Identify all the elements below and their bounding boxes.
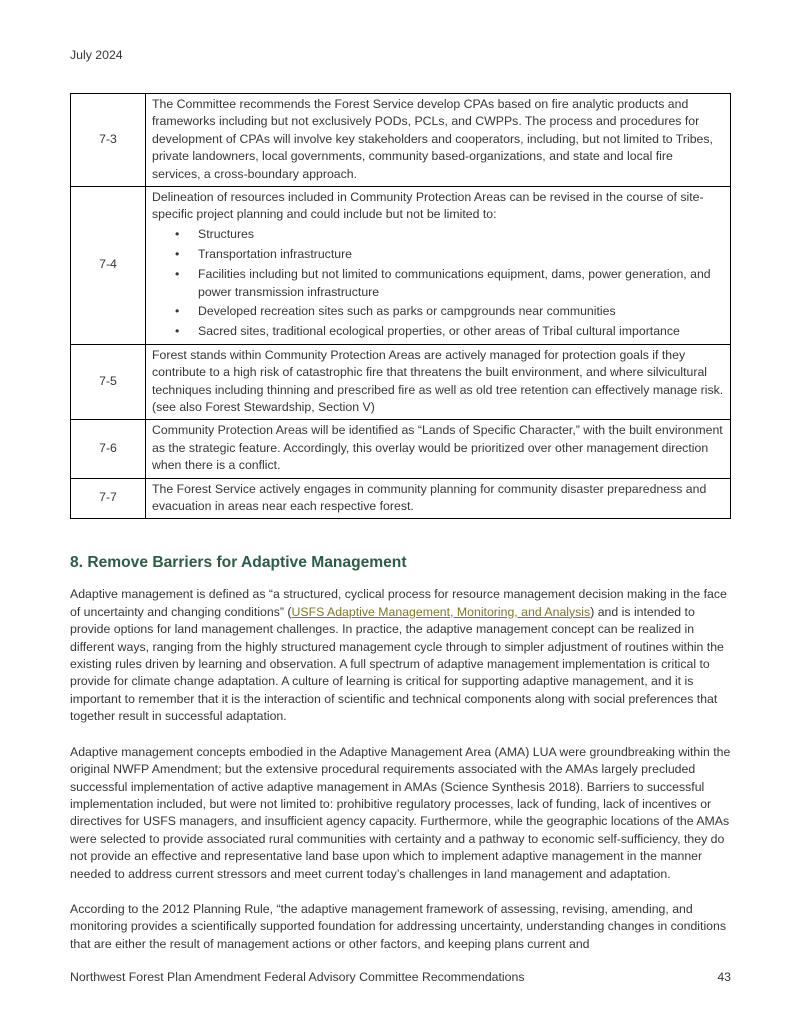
recommendation-id: 7-6 xyxy=(71,420,146,478)
page-content xyxy=(70,0,731,953)
footer-title: Northwest Forest Plan Amendment Federal Advisory Committee Recommendations xyxy=(70,970,525,984)
table-row xyxy=(71,420,731,478)
table-row xyxy=(71,478,731,519)
bullet-item: • Transportation infrastructure xyxy=(152,246,724,263)
table-row xyxy=(71,344,731,420)
bullet-item: • Structures xyxy=(152,226,724,243)
paragraph-planning-rule: According to the 2012 Planning Rule, “the adaptive management framework of assessing, revising, amending, and monitoring provides a scientifically supported foundation for addressing uncertainty, understanding changes in conditions that are either the result of management actions or other factors, and keeping plans current and xyxy=(70,901,727,951)
usfs-adaptive-management-link[interactable]: USFS Adaptive Management, Monitoring, and Analysis xyxy=(291,604,591,619)
table-row xyxy=(71,94,731,187)
paragraph-text: ) and is intended to provide options for land management challenges. In practice, the adaptive management concept can be realized in different ways, ranging from the highly structured management cycle through to simpler adjustment of routines within the existing rules driven by learning and observation. A full spectrum of adaptive management implementation is critical to provide for climate change adaptation. A culture of learning is critical for supporting adaptive management, and it is important to remember that it is the interaction of scientific and technical components along with social preferences that together result in successful adaptation. xyxy=(70,604,724,724)
recommendation-text: The Forest Service actively engages in community planning for community disaster preparedness and evacuation in areas near each respective forest. xyxy=(146,478,731,519)
bullet-list xyxy=(152,226,724,340)
page-footer xyxy=(70,970,731,985)
recommendation-id: 7-3 xyxy=(71,94,146,187)
paragraph-text: Adaptive management is defined as “a structured, cyclical process for resource management decision making in the face of uncertainty and changing conditions” ( xyxy=(70,587,727,619)
paragraph-adaptive-definition xyxy=(70,586,731,725)
recommendations-table xyxy=(70,93,731,519)
bullet-item: • Sacred sites, traditional ecological properties, or other areas of Tribal cultural importance xyxy=(152,323,724,340)
table-row xyxy=(71,187,731,345)
recommendation-text: Forest stands within Community Protection Areas are actively managed for protection goals if they contribute to a high risk of catastrophic fire that threatens the built environment, and where silvicultural techniques including thinning and prescribed fire as well as old tree retention can effectively manage risk. (see also Forest Stewardship, Section V) xyxy=(146,344,731,420)
recommendation-text xyxy=(146,187,731,345)
recommendation-text: Community Protection Areas will be identified as “Lands of Specific Character,” with the built environment as the strategic feature. Accordingly, this overlay would be prioritized over other management direction when there is a conflict. xyxy=(146,420,731,478)
date-header: July 2024 xyxy=(70,48,123,62)
bullet-item: • Developed recreation sites such as parks or campgrounds near communities xyxy=(152,303,724,320)
paragraph-ama-concepts: Adaptive management concepts embodied in the Adaptive Management Area (AMA) LUA were groundbreaking within the original NWFP Amendment; but the extensive procedural requirements associated with the AMAs largely precluded successful implementation of active adaptive management in AMAs (Science Synthesis 2018). Barriers to successful implementation included, but were not limited to: prohibitive regulatory processes, lack of funding, lack of incentives or directives for USFS managers, and insufficient agency capacity. Furthermore, while the geographic locations of the AMAs were selected to provide associated rural communities with certainty and a pathway to economic self-sufficiency, they do not provide an effective and representative land base upon which to implement adaptive management in the manner needed to address current stressors and meet current today’s challenges in land management and adaptation. xyxy=(70,744,731,881)
recommendation-id: 7-4 xyxy=(71,187,146,345)
bullet-item: • Facilities including but not limited to communications equipment, dams, power generation, and power transmission infrastructure xyxy=(152,266,724,301)
page-number: 43 xyxy=(717,970,731,984)
recommendation-intro: Delineation of resources included in Community Protection Areas can be revised in the course of site-specific project planning and could include but not be limited to: xyxy=(152,190,704,222)
recommendation-id: 7-7 xyxy=(71,478,146,519)
recommendation-text: The Committee recommends the Forest Service develop CPAs based on fire analytic products and frameworks including but not exclusively PODs, PCLs, and CWPPs. The process and procedures for development of CPAs will involve key stakeholders and cooperators, including, but not limited to Tribes, private landowners, local governments, community based-organizations, and state and local fire services, a cross-boundary approach. xyxy=(146,94,731,187)
recommendation-id: 7-5 xyxy=(71,344,146,420)
section-heading: 8. Remove Barriers for Adaptive Management xyxy=(70,554,407,572)
